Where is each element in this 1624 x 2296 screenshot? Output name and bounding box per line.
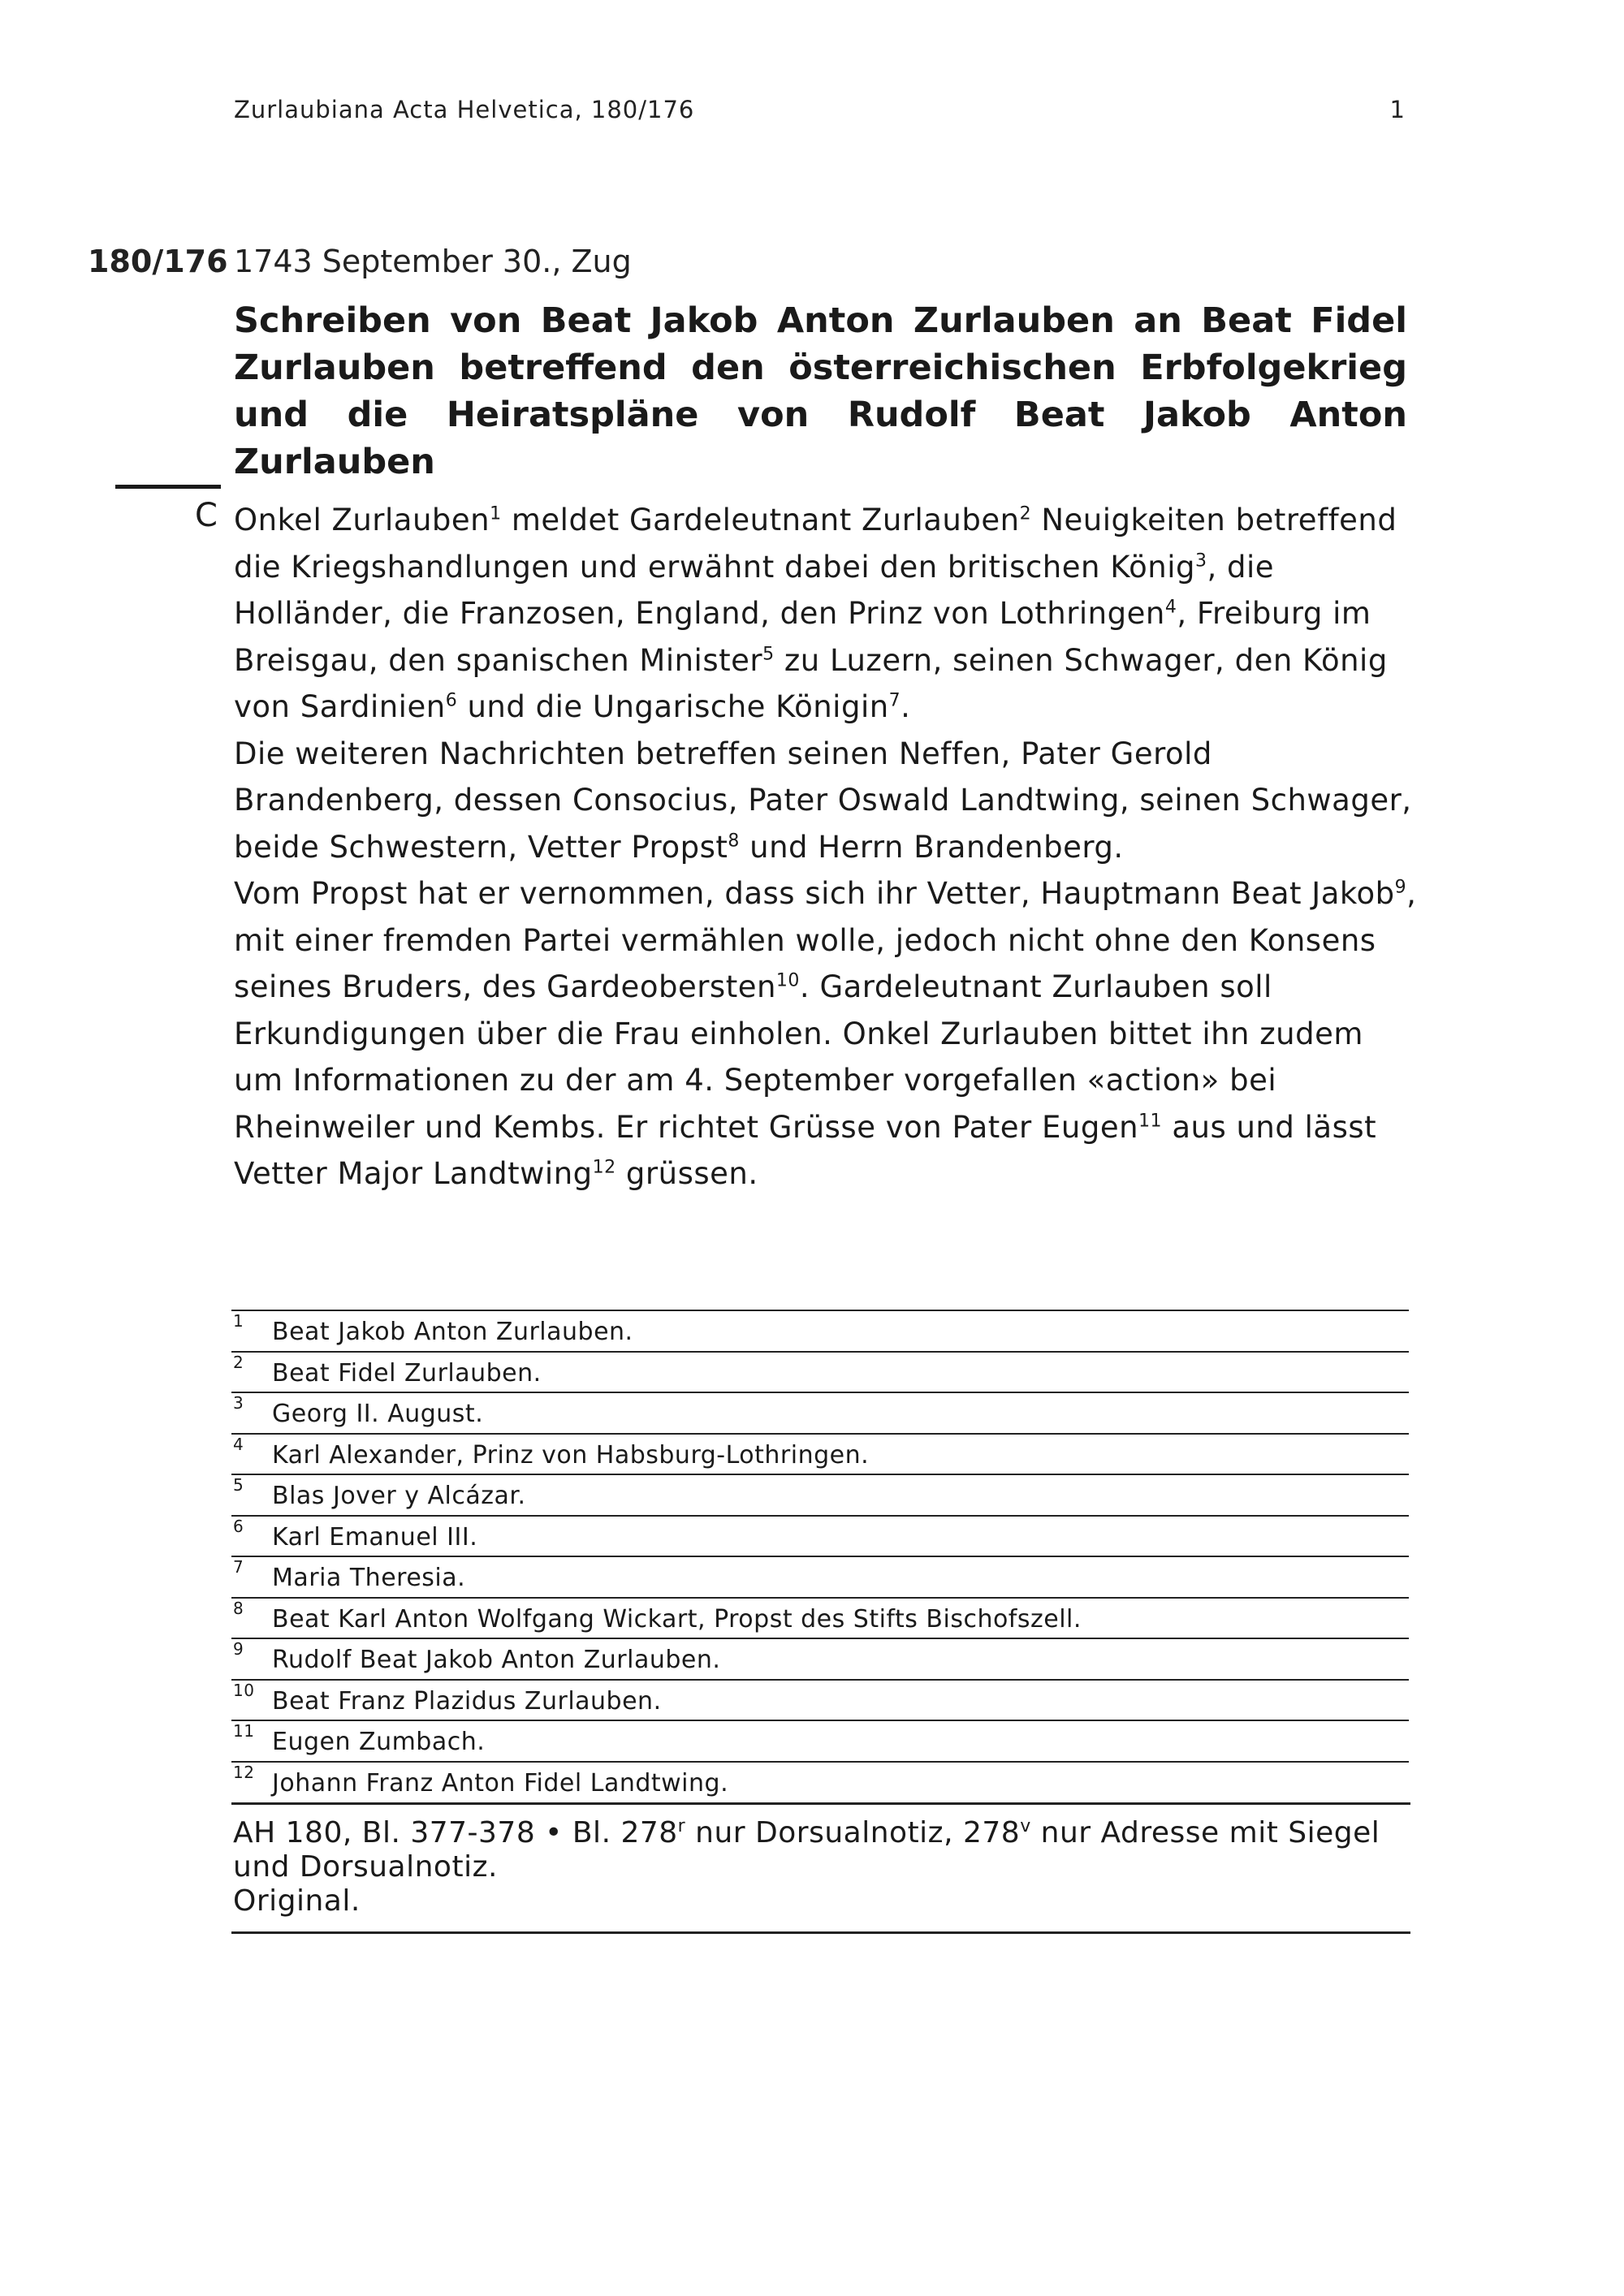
regest-text: und Herrn Brandenberg. bbox=[739, 829, 1124, 865]
footnotes bbox=[231, 1310, 1409, 1802]
source-type: Original. bbox=[233, 1884, 361, 1918]
source-block bbox=[231, 1802, 1410, 1934]
regest-text: . Gardeleutnant Zurlauben soll Erkundigungen über die Frau einholen. Onkel Zurlauben bittet ihn zudem um Informationen zu der am 4. September vorgefallen «action» bei Rheinweiler und Kembs. Er richtet Grüsse von Pater Eugen bbox=[234, 969, 1363, 1145]
footnote-text: Johann Franz Anton Fidel Landtwing. bbox=[272, 1768, 729, 1798]
footnote-row bbox=[231, 1720, 1409, 1761]
footnote-number: 4 bbox=[233, 1434, 244, 1454]
footnote-ref[interactable]: 10 bbox=[775, 970, 800, 991]
source-text: AH 180, Bl. 377-378 • Bl. 278 bbox=[233, 1816, 678, 1849]
footnote-ref[interactable]: 11 bbox=[1138, 1111, 1163, 1132]
regest-text: Neuigkeiten betreffend die Kriegshandlungen und erwähnt dabei den britischen König bbox=[234, 503, 1397, 585]
footnote-text: Beat Fidel Zurlauben. bbox=[272, 1358, 542, 1388]
footnote-ref[interactable]: 5 bbox=[762, 644, 775, 665]
running-head: Zurlaubiana Acta Helvetica, 180/176 bbox=[234, 96, 695, 123]
footnote-ref[interactable]: 3 bbox=[1195, 550, 1207, 572]
regest-text: , die Holländer, die Franzosen, England, den Prinz von Lothringen bbox=[234, 549, 1275, 631]
footnote-text: Karl Emanuel III. bbox=[272, 1522, 478, 1552]
footnote-number: 10 bbox=[233, 1680, 255, 1700]
footnote-number: 6 bbox=[233, 1516, 244, 1536]
footnote-ref[interactable]: 12 bbox=[592, 1157, 616, 1178]
regest-text: , mit einer fremden Partei vermählen wolle, jedoch nicht ohne den Konsens seines Bruders, des Gardeobersten bbox=[234, 876, 1417, 1004]
regest-text: Vom Propst hat er vernommen, dass sich ihr Vetter, Hauptmann Beat Jakob bbox=[234, 876, 1395, 911]
footnote-text: Rudolf Beat Jakob Anton Zurlauben. bbox=[272, 1646, 721, 1674]
footnote-text: Beat Franz Plazidus Zurlauben. bbox=[272, 1686, 662, 1716]
footnote-text: Beat Karl Anton Wolfgang Wickart, Propst des Stifts Bischofszell. bbox=[272, 1604, 1082, 1634]
regest-text: zu Luzern, seinen Schwager, den König von Sardinien bbox=[234, 642, 1388, 724]
footnote-ref[interactable]: 6 bbox=[445, 690, 458, 711]
footnote-row bbox=[231, 1474, 1409, 1515]
regest-text: aus und lässt Vetter Major Landtwing bbox=[234, 1109, 1377, 1191]
regest-paragraph-2 bbox=[234, 731, 1419, 871]
footnote-ref[interactable]: 2 bbox=[1019, 503, 1032, 524]
footnote-number: 5 bbox=[233, 1475, 244, 1495]
footnote-row bbox=[231, 1310, 1409, 1351]
footnote-text: Beat Jakob Anton Zurlauben. bbox=[272, 1318, 633, 1346]
regest-text: . bbox=[901, 689, 911, 724]
footnote-row bbox=[231, 1638, 1409, 1679]
footnote-number: 12 bbox=[233, 1762, 255, 1782]
footnote-row bbox=[231, 1679, 1409, 1720]
footnote-number: 2 bbox=[233, 1352, 244, 1372]
footnote-row bbox=[231, 1433, 1409, 1474]
source-superscript: v bbox=[1020, 1816, 1031, 1836]
date-place: 1743 September 30., Zug bbox=[234, 244, 632, 279]
footnote-row bbox=[231, 1761, 1409, 1802]
footnote-row bbox=[231, 1515, 1409, 1556]
regest-text: Onkel Zurlauben bbox=[234, 503, 490, 537]
source-text: nur Dorsualnotiz, 278 bbox=[685, 1816, 1021, 1849]
footnote-text: Georg II. August. bbox=[272, 1400, 484, 1428]
footnote-number: 11 bbox=[233, 1721, 255, 1741]
footnote-ref[interactable]: 8 bbox=[728, 831, 740, 852]
regest-text: , Freiburg im Breisgau, den spanischen Minister bbox=[234, 596, 1371, 678]
footnote-ref[interactable]: 7 bbox=[888, 690, 901, 711]
section-marker-letter: C bbox=[195, 497, 218, 534]
footnote-ref[interactable]: 4 bbox=[1164, 597, 1177, 618]
regest-paragraph-3 bbox=[234, 870, 1419, 1198]
footnote-row bbox=[231, 1392, 1409, 1433]
document-number: 180/176 bbox=[88, 244, 228, 279]
source-citation bbox=[233, 1816, 1410, 1884]
footnote-number: 3 bbox=[233, 1393, 244, 1413]
regest bbox=[234, 497, 1419, 1198]
footnote-number: 9 bbox=[233, 1639, 244, 1659]
footnote-number: 8 bbox=[233, 1598, 244, 1618]
footnote-row bbox=[231, 1351, 1409, 1392]
source-text: nur Adresse mit Siegel und Dorsualnotiz. bbox=[233, 1816, 1380, 1884]
footnote-ref[interactable]: 9 bbox=[1394, 877, 1407, 898]
footnote-number: 7 bbox=[233, 1557, 244, 1577]
footnote-row bbox=[231, 1556, 1409, 1597]
footnote-row bbox=[231, 1597, 1409, 1638]
section-marker-rule bbox=[115, 485, 221, 489]
footnote-text: Karl Alexander, Prinz von Habsburg-Lothringen. bbox=[272, 1440, 870, 1470]
regest-text: und die Ungarische Königin bbox=[457, 689, 889, 724]
regest-text: meldet Gardeleutnant Zurlauben bbox=[501, 503, 1020, 537]
page-number: 1 bbox=[1389, 96, 1405, 123]
footnote-text: Eugen Zumbach. bbox=[272, 1728, 486, 1756]
footnote-text: Maria Theresia. bbox=[272, 1564, 466, 1592]
footnote-ref[interactable]: 1 bbox=[490, 503, 502, 524]
document-title: Schreiben von Beat Jakob Anton Zurlauben an Beat Fidel Zurlauben betreffend den österreichischen Erbfolgekrieg und die Heiratspläne von Rudolf Beat Jakob Anton Zurlauben bbox=[234, 300, 1407, 482]
regest-text: grüssen. bbox=[615, 1156, 758, 1191]
regest-paragraph-1 bbox=[234, 497, 1419, 731]
source-superscript: r bbox=[677, 1816, 686, 1836]
regest-text: Die weiteren Nachrichten betreffen seinen Neffen, Pater Gerold Brandenberg, dessen Consocius, Pater Oswald Landtwing, seinen Schwager, beide Schwestern, Vetter Propst bbox=[234, 736, 1412, 865]
footnote-text: Blas Jover y Alcázar. bbox=[272, 1482, 526, 1510]
footnote-number: 1 bbox=[233, 1311, 244, 1331]
